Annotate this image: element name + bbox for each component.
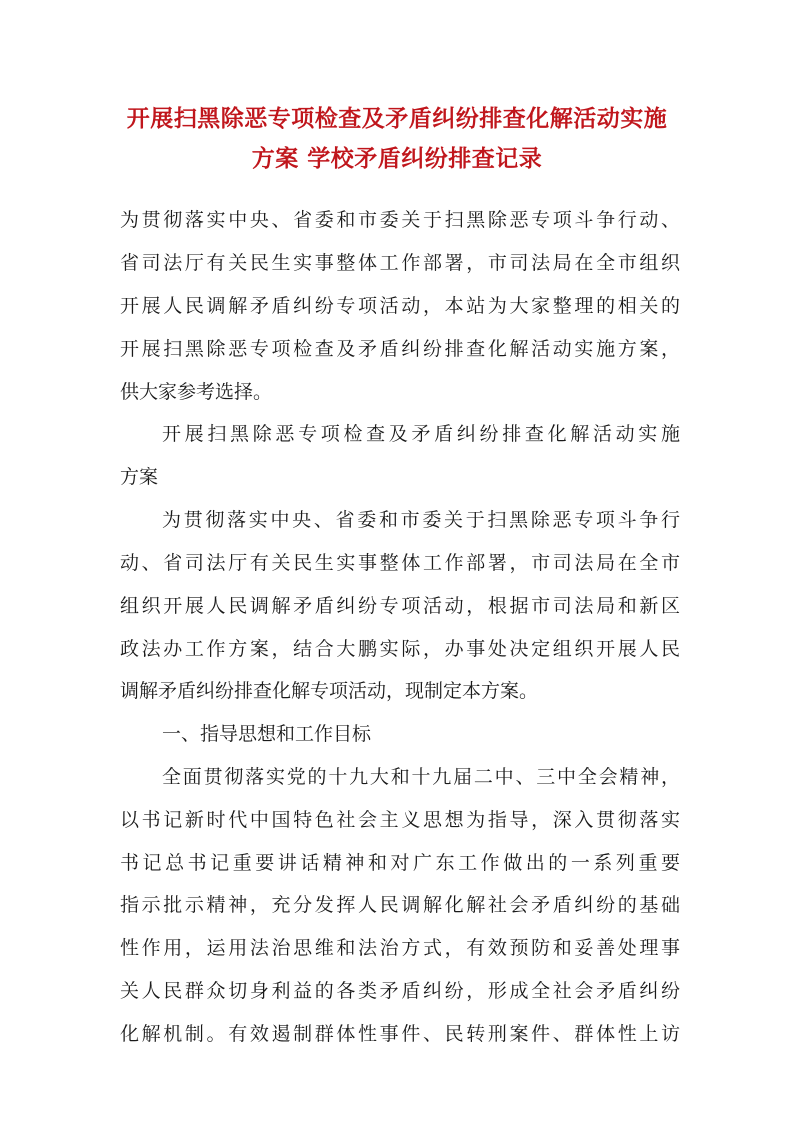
- body-line: 为贯彻落实中央、省委和市委关于扫黑除恶专项斗争行: [162, 509, 680, 531]
- body-line: 动、省司法厅有关民生实事整体工作部署，市司法局在全市: [120, 552, 680, 574]
- body-line: 省司法厅有关民生实事整体工作部署，市司法局在全市组织: [120, 252, 680, 274]
- body-line: 开展扫黑除恶专项检查及矛盾纠纷排查化解活动实施: [162, 423, 680, 445]
- document-title-line-2: 方案 学校矛盾纠纷排查记录: [251, 145, 543, 172]
- body-line: 以书记新时代中国特色社会主义思想为指导，深入贯彻落实: [120, 809, 680, 831]
- body-line: 政法办工作方案，结合大鹏实际，办事处决定组织开展人民: [120, 638, 680, 660]
- body-line: 开展扫黑除恶专项检查及矛盾纠纷排查化解活动实施方案，: [120, 338, 680, 360]
- body-line: 全面贯彻落实党的十九大和十九届二中、三中全会精神，: [162, 766, 680, 788]
- body-line: 调解矛盾纠纷排查化解专项活动，现制定本方案。: [120, 680, 539, 702]
- body-line: 组织开展人民调解矛盾纠纷专项活动，根据市司法局和新区: [120, 595, 680, 617]
- body-line: 供大家参考选择。: [120, 381, 273, 403]
- body-line: 性作用，运用法治思维和法治方式，有效预防和妥善处理事: [120, 937, 680, 959]
- body-line: 指示批示精神，充分发挥人民调解化解社会矛盾纠纷的基础: [120, 894, 680, 916]
- body-line: 化解机制。有效遏制群体性事件、民转刑案件、群体性上访: [120, 1023, 680, 1045]
- section-heading: 一、指导思想和工作目标: [162, 723, 372, 745]
- body-line: 书记总书记重要讲话精神和对广东工作做出的一系列重要: [120, 852, 680, 874]
- body-line: 为贯彻落实中央、省委和市委关于扫黑除恶专项斗争行动、: [120, 209, 680, 231]
- document-title-line-1: 开展扫黑除恶专项检查及矛盾纠纷排查化解活动实施: [126, 105, 668, 132]
- body-line: 关人民群众切身利益的各类矛盾纠纷，形成全社会矛盾纠纷: [120, 980, 680, 1002]
- body-line: 开展人民调解矛盾纠纷专项活动，本站为大家整理的相关的: [120, 295, 680, 317]
- body-line: 方案: [120, 466, 159, 488]
